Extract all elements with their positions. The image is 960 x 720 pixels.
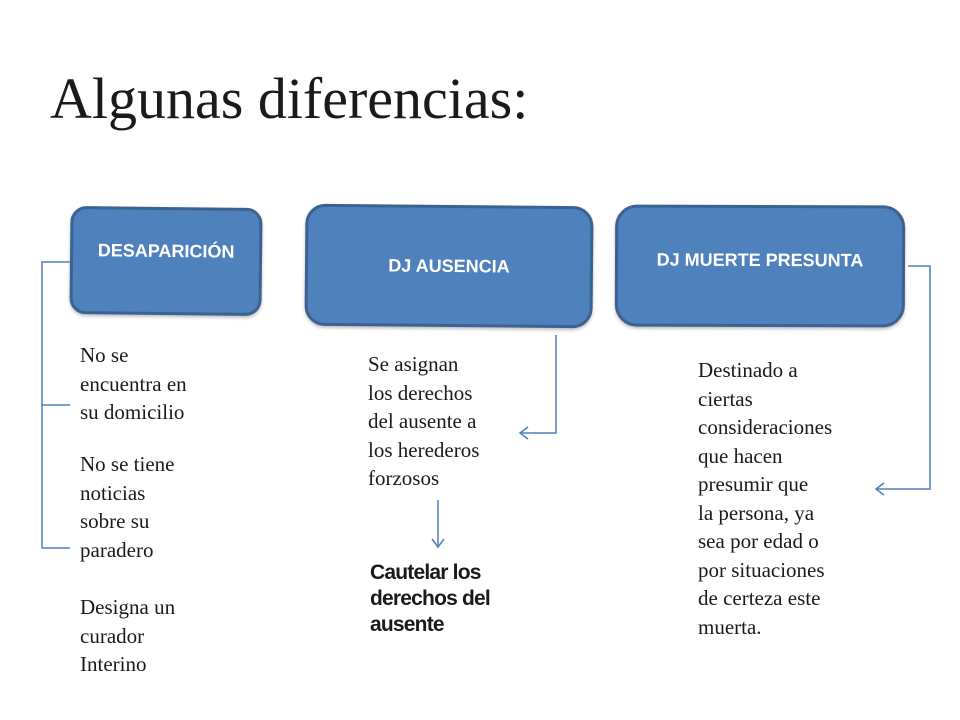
ausencia-emphasis: Cautelar los derechos del ausente [370, 561, 490, 636]
elbow-arrow-ausencia [520, 335, 556, 433]
slide-title: Algunas diferencias: [50, 66, 529, 131]
ausencia-description: Se asignan los derechos del ausente a los herederos forzosos [368, 352, 480, 490]
box-desaparicion-label: DESAPARICIÓN [97, 239, 235, 262]
muerte-description: Destinado a ciertas consideraciones que hacen presumir que la persona, ya sea por edad o por situaciones de certeza este muerta. [698, 358, 833, 639]
box-dj-ausencia-label: DJ AUSENCIA [388, 254, 510, 277]
desaparicion-item-1: No se encuentra en su domicilio [80, 343, 187, 424]
elbow-arrow-muerte [876, 266, 930, 489]
desaparicion-item-2: No se tiene noticias sobre su paradero [80, 452, 175, 562]
desaparicion-item-3: Designa un curador Interino [80, 595, 176, 676]
box-dj-muerte-presunta-label: DJ MUERTE PRESUNTA [656, 249, 864, 270]
